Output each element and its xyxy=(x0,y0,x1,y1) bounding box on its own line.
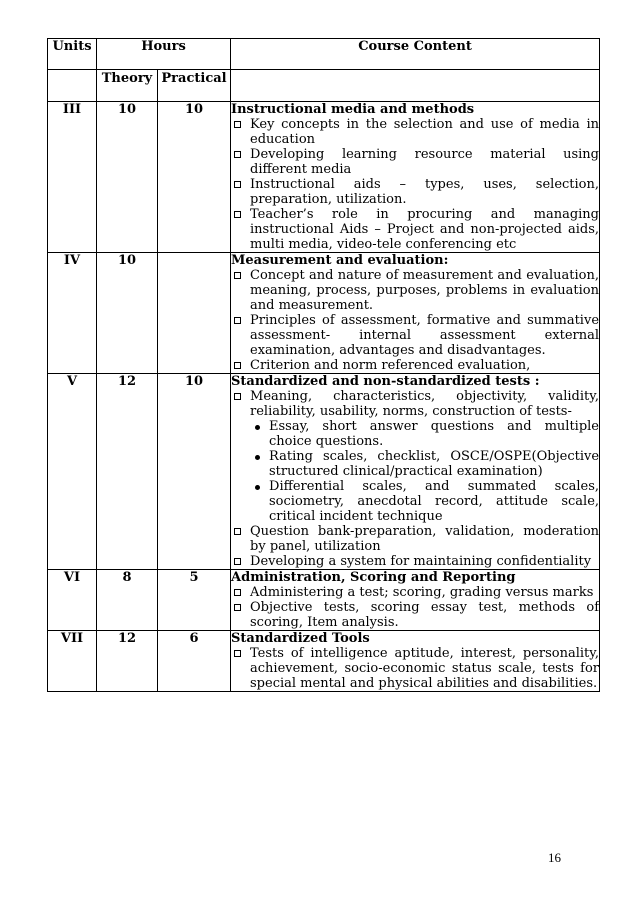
list-item-text: Instructional aids – types, uses, selection, preparation, utilization. xyxy=(250,177,600,207)
list-item xyxy=(231,554,599,569)
header-row-1 xyxy=(48,39,600,70)
unit-cell: IV xyxy=(48,253,97,374)
topic-title: Standardized and non-standardized tests : xyxy=(231,374,540,389)
table-row xyxy=(48,631,600,692)
theory-hours-cell: 12 xyxy=(97,631,158,692)
checkbox-bullet-icon xyxy=(234,650,241,657)
checkbox-bullet-icon xyxy=(234,121,241,128)
list-item xyxy=(231,600,599,630)
course-content-cell xyxy=(231,631,600,692)
list-item xyxy=(231,207,599,252)
list-item-text: Administering a test; scoring, grading versus marks xyxy=(250,585,594,600)
sub-list-item xyxy=(250,419,599,449)
list-item-text: Developing a system for maintaining confidentiality xyxy=(250,554,592,569)
unit-cell: VI xyxy=(48,570,97,631)
list-item xyxy=(231,117,599,147)
table-row xyxy=(48,374,600,570)
sub-list-item-text: Rating scales, checklist, OSCE/OSPE(Objective structured clinical/practical examination) xyxy=(269,449,600,479)
dot-bullet-icon xyxy=(255,455,260,460)
page-number: 16 xyxy=(548,850,561,865)
practical-hours-cell: 6 xyxy=(158,631,231,692)
checkbox-bullet-icon xyxy=(234,181,241,188)
topic-list xyxy=(231,646,599,691)
list-item xyxy=(231,313,599,358)
dot-bullet-icon xyxy=(255,425,260,430)
list-item-text: Meaning, characteristics, objectivity, validity, reliability, usability, norms, construction of tests- xyxy=(250,389,600,419)
sub-list-item-text: Differential scales, and summated scales, sociometry, anecdotal record, attitude scale, critical incident technique xyxy=(269,479,600,524)
checkbox-bullet-icon xyxy=(234,317,241,324)
list-item-text: Question bank-preparation, validation, moderation by panel, utilization xyxy=(250,524,600,554)
hours-header: Hours xyxy=(97,39,231,70)
checkbox-bullet-icon xyxy=(234,589,241,596)
list-item-text: Objective tests, scoring essay test, methods of scoring, Item analysis. xyxy=(250,600,600,630)
list-item xyxy=(231,268,599,313)
topic-list xyxy=(231,585,599,630)
checkbox-bullet-icon xyxy=(234,528,241,535)
topic-title: Administration, Scoring and Reporting xyxy=(231,570,516,585)
course-content-cell xyxy=(231,570,600,631)
theory-header: Theory xyxy=(97,70,158,102)
checkbox-bullet-icon xyxy=(234,151,241,158)
topic-list xyxy=(231,268,599,373)
list-item xyxy=(231,585,599,600)
practical-hours-cell: 10 xyxy=(158,102,231,253)
dot-bullet-icon xyxy=(255,485,260,490)
unit-cell: V xyxy=(48,374,97,570)
syllabus-table xyxy=(47,38,600,692)
list-item-text: Concept and nature of measurement and evaluation, meaning, process, purposes, problems in evaluation and measurement. xyxy=(250,268,600,313)
practical-hours-cell xyxy=(158,253,231,374)
theory-hours-cell: 10 xyxy=(97,102,158,253)
list-item-text: Criterion and norm referenced evaluation, xyxy=(250,358,531,373)
header-row-2 xyxy=(48,70,600,102)
topic-list xyxy=(231,117,599,252)
table-row xyxy=(48,102,600,253)
topic-title: Instructional media and methods xyxy=(231,102,475,117)
practical-hours-cell: 10 xyxy=(158,374,231,570)
topic-title: Standardized Tools xyxy=(231,631,370,646)
course-content-header: Course Content xyxy=(231,39,600,70)
units-header: Units xyxy=(48,39,97,70)
list-item xyxy=(231,524,599,554)
checkbox-bullet-icon xyxy=(234,362,241,369)
content-subheader-empty xyxy=(231,70,600,102)
list-item-text: Tests of intelligence aptitude, interest, personality, achievement, socio-economic status scale, tests for special mental and physical abilities and disabilities. xyxy=(250,646,600,691)
checkbox-bullet-icon xyxy=(234,393,241,400)
list-item xyxy=(231,389,599,524)
table-row xyxy=(48,570,600,631)
sub-list-item xyxy=(250,449,599,479)
list-item-text: Key concepts in the selection and use of media in education xyxy=(250,117,600,147)
unit-cell: III xyxy=(48,102,97,253)
unit-cell: VII xyxy=(48,631,97,692)
list-item-text: Developing learning resource material using different media xyxy=(250,147,600,177)
checkbox-bullet-icon xyxy=(234,211,241,218)
list-item-text: Principles of assessment, formative and summative assessment- internal assessment external examination, advantages and disadvantages. xyxy=(250,313,600,358)
checkbox-bullet-icon xyxy=(234,272,241,279)
checkbox-bullet-icon xyxy=(234,604,241,611)
sub-list-item xyxy=(250,479,599,524)
theory-hours-cell: 8 xyxy=(97,570,158,631)
table-row xyxy=(48,253,600,374)
topic-list xyxy=(231,389,599,569)
list-item xyxy=(231,358,599,373)
list-item xyxy=(231,646,599,691)
course-content-cell xyxy=(231,253,600,374)
practical-header: Practical xyxy=(158,70,231,102)
theory-hours-cell: 12 xyxy=(97,374,158,570)
course-content-cell xyxy=(231,374,600,570)
checkbox-bullet-icon xyxy=(234,558,241,565)
sub-list xyxy=(250,419,599,524)
topic-title: Measurement and evaluation: xyxy=(231,253,449,268)
list-item xyxy=(231,147,599,177)
list-item xyxy=(231,177,599,207)
sub-list-item-text: Essay, short answer questions and multiple choice questions. xyxy=(269,419,600,449)
course-content-cell xyxy=(231,102,600,253)
theory-hours-cell: 10 xyxy=(97,253,158,374)
practical-hours-cell: 5 xyxy=(158,570,231,631)
list-item-text: Teacher’s role in procuring and managing instructional Aids – Project and non-projected aids, multi media, video-tele conferencing etc xyxy=(250,207,600,252)
units-subheader-empty xyxy=(48,70,97,102)
